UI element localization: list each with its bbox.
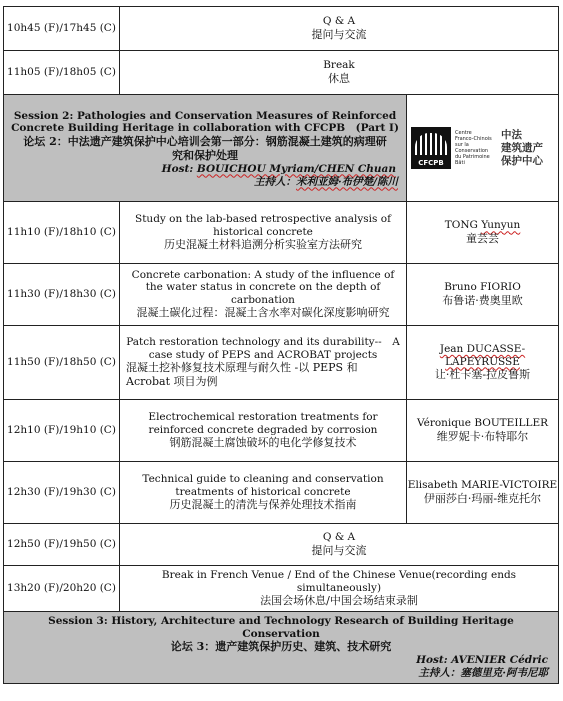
table-row: [4, 51, 559, 95]
speaker-cell: [407, 400, 559, 462]
talk-title-en: Concrete carbonation: A study of the influence of the water status in concrete on the depth of carbonation: [131, 268, 395, 306]
event-cell: [120, 7, 559, 51]
talk-title-en: Study on the lab-based retrospective analysis of historical concrete: [135, 213, 391, 238]
speaker-cell: [407, 264, 559, 326]
table-row: [4, 566, 559, 612]
time-cell: 11h50 (F)/18h50 (C): [4, 326, 120, 400]
time-cell: 11h10 (F)/18h10 (C): [4, 202, 120, 264]
talk-title-en: Technical guide to cleaning and conservation treatments of historical concrete: [142, 473, 384, 498]
event-zh: 法国会场休息/中国会场结束录制: [260, 594, 418, 607]
speaker-cell: [407, 326, 559, 400]
event-zh: 提问与交流: [311, 27, 367, 41]
time-cell: 11h30 (F)/18h30 (C): [4, 264, 120, 326]
cfcpb-emblem-icon: CFCPB: [411, 127, 451, 169]
session-header-row: [4, 95, 559, 202]
session-title-en: Session 2: Pathologies and Conservation Measures of Reinforced: [13, 109, 397, 122]
speaker-en: Bruno FIORIO: [444, 281, 521, 294]
table-row: [4, 264, 559, 326]
table-row: [4, 400, 559, 462]
speaker-zh: 童芸芸: [466, 231, 499, 245]
event-en: Break in French Venue / End of the Chinese Venue(recording ends simultaneously): [161, 569, 517, 594]
session-title-zh: 论坛 3：遗产建筑保护历史、建筑、技术研究: [170, 640, 392, 653]
speaker-en: Véronique BOUTEILLER: [416, 417, 549, 430]
logo-french-text: Centre Franco-Chinois sur la Conservation du Patrimoine Bâti: [455, 130, 492, 166]
session-title-zh-cont: 究和保护处理: [172, 148, 238, 162]
program-schedule: [3, 6, 558, 684]
event-en: Q & A: [322, 531, 356, 544]
session3-title-cell: [4, 612, 559, 684]
session-header-row: [4, 612, 559, 684]
table-row: [4, 524, 559, 566]
event-zh: 休息: [328, 71, 350, 85]
session-host-zh: 主持人：米利亚姆·布伊楚/陈川: [254, 175, 398, 188]
session-host-en: Host: BOUICHOU Myriam/CHEN Chuan: [161, 162, 396, 175]
talk-cell: [120, 400, 407, 462]
talk-title-zh: 历史混凝土材料追溯分析实验室方法研究: [164, 238, 362, 251]
speaker-en: Jean DUCASSE-LAPEYRUSSE: [439, 343, 526, 368]
speaker-en: Elisabeth MARIE-VICTOIRE: [407, 479, 558, 492]
schedule-table: [3, 6, 559, 684]
cfcpb-logo-cell: [407, 95, 559, 202]
talk-cell: [120, 264, 407, 326]
speaker-cell: [407, 462, 559, 524]
time-cell: 12h50 (F)/19h50 (C): [4, 524, 120, 566]
session-host-en: Host: AVENIER Cédric: [416, 654, 548, 666]
event-en: Break: [323, 59, 355, 72]
speaker-zh: 布鲁诺·费奥里欧: [442, 293, 523, 307]
time-cell: 12h30 (F)/19h30 (C): [4, 462, 120, 524]
time-cell: 10h45 (F)/17h45 (C): [4, 7, 120, 51]
cfcpb-logo: [407, 125, 558, 171]
speaker-zh: 让·杜卡塞-拉皮鲁斯: [434, 368, 531, 381]
talk-cell: [120, 462, 407, 524]
table-row: [4, 7, 559, 51]
speaker-zh: 维罗妮卡·布特耶尔: [436, 429, 529, 443]
talk-title-en: Electrochemical restoration treatments for reinforced concrete degraded by corrosion: [148, 411, 378, 436]
event-cell: [120, 51, 559, 95]
talk-cell: [120, 202, 407, 264]
event-cell: [120, 524, 559, 566]
session-title-en-cont: Concrete Building Heritage in collaboration with CFCPB (Part I): [11, 122, 399, 134]
table-row: [4, 326, 559, 400]
talk-title-zh: 钢筋混凝土腐蚀破坏的电化学修复技术: [169, 436, 357, 449]
table-row: [4, 202, 559, 264]
talk-title-zh: 混凝土挖补修复技术原理与耐久性 -以 PEPS 和 Acrobat 项目为例: [126, 361, 358, 388]
time-cell: 13h20 (F)/20h20 (C): [4, 566, 120, 612]
speaker-en: TONG Yunyun: [444, 219, 521, 232]
event-cell: [120, 566, 559, 612]
speaker-cell: [407, 202, 559, 264]
session-host-zh: 主持人：塞德里克·阿韦尼耶: [418, 667, 548, 679]
logo-chinese-text: 中法 建筑遗产 保护中心: [501, 128, 543, 167]
time-cell: 12h10 (F)/19h10 (C): [4, 400, 120, 462]
talk-title-zh: 混凝土碳化过程：混凝土含水率对碳化深度影响研究: [136, 306, 390, 320]
speaker-zh: 伊丽莎白·玛丽-维克托尔: [423, 491, 542, 505]
session-title-en: Session 3: History, Architecture and Technology Research of Building Heritage Conservation: [48, 615, 514, 640]
talk-title-zh: 历史混凝土的清洗与保养处理技术指南: [169, 498, 357, 511]
talk-title-en: Patch restoration technology and its durability-- A case study of PEPS and ACROBAT projects: [126, 336, 400, 361]
talk-cell: [120, 326, 407, 400]
table-row: [4, 462, 559, 524]
event-en: Q & A: [322, 15, 356, 28]
event-zh: 提问与交流: [311, 543, 367, 557]
session2-title-cell: [4, 95, 407, 202]
session-title-zh: 论坛 2：中法遗产建筑保护中心培训会第一部分：钢筋混凝土建筑的病理研: [23, 134, 387, 148]
time-cell: 11h05 (F)/18h05 (C): [4, 51, 120, 95]
